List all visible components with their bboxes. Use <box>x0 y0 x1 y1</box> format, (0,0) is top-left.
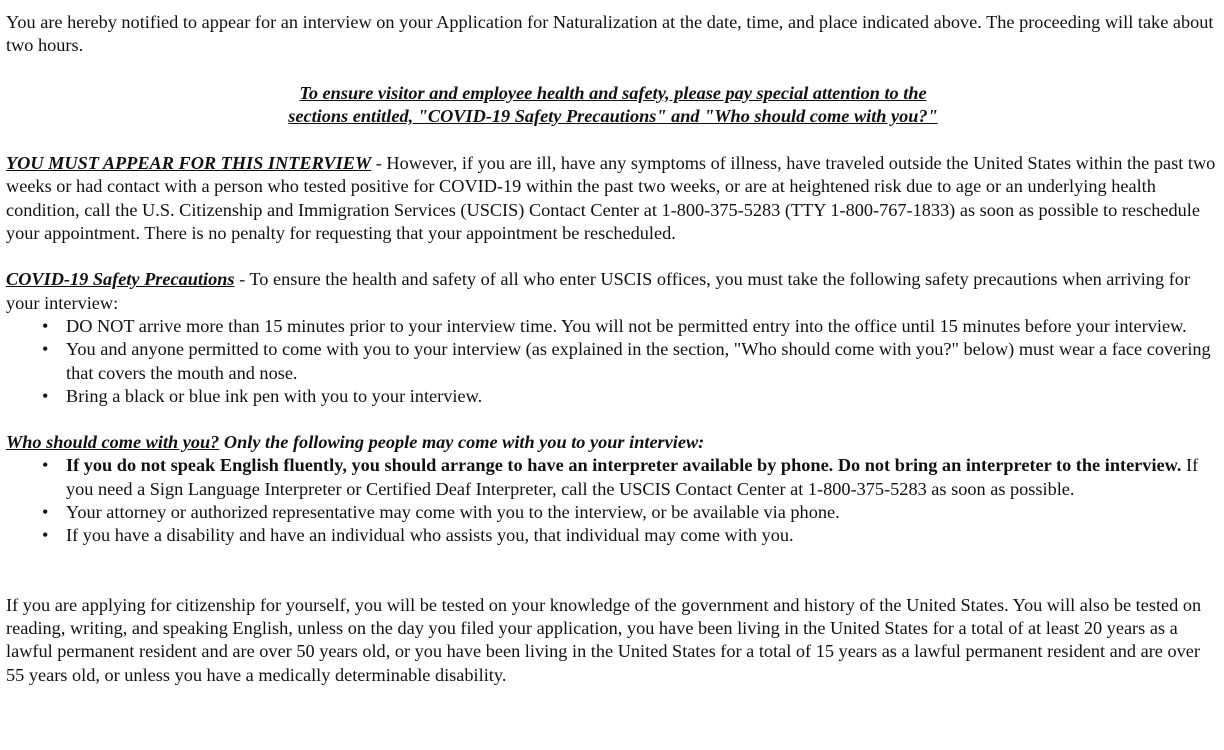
health-safety-callout <box>6 82 1220 129</box>
must-appear-section <box>6 152 1220 245</box>
list-item <box>66 524 1220 547</box>
list-item-text: If you have a disability and have an individual who assists you, that individual may come with you. <box>66 525 794 546</box>
callout-line-2: sections entitled, "COVID-19 Safety Precautions" and "Who should come with you?" <box>288 105 938 126</box>
must-appear-heading: YOU MUST APPEAR FOR THIS INTERVIEW <box>6 153 372 174</box>
list-item: • DO NOT arrive more than 15 minutes prior to your interview time. You will not be permitted entry into the office until 15 minutes before your interview. <box>66 315 1220 338</box>
list-item-text: If you need a Sign Language Interpreter or Certified Deaf Interpreter, call the USCIS Contact Center at 1-800-375-5283 as soon as possible. <box>66 455 1199 499</box>
section-spacer <box>6 548 1220 594</box>
who-heading: Who should come with you? <box>6 432 220 453</box>
list-item: • Bring a black or blue ink pen with you to your interview. <box>66 385 1220 408</box>
interview-notice-page <box>6 11 1220 687</box>
covid-precautions-section <box>6 268 1220 408</box>
interpreter-instruction-bold: If you do not speak English fluently, you should arrange to have an interpreter available by phone. Do not bring an interpreter to the interview. <box>66 455 1182 476</box>
must-appear-body: - However, if you are ill, have any symptoms of illness, have traveled outside the United States within the past two weeks or had contact with a person who tested positive for COVID-19 within the past two weeks, or are at heightened risk due to age or an underlying health condition, call the U.S. Citizenship and Immigration Services (USCIS) Contact Center at 1-800-375-5283 (TTY 1-800-767-1833) as soon as possible to reschedule your appointment. There is no penalty for requesting that your appointment be rescheduled. <box>6 153 1216 244</box>
who-intro <box>6 431 1220 454</box>
who-should-come-list <box>6 454 1220 547</box>
list-item: • You and anyone permitted to come with you to your interview (as explained in the section, "Who should come with you?" below) must wear a face covering that covers the mouth and nose. <box>66 338 1220 385</box>
covid-intro-text: - To ensure the health and safety of all who enter USCIS offices, you must take the following safety precautions when arriving for your interview: <box>6 269 1191 313</box>
covid-heading: COVID-19 Safety Precautions <box>6 269 235 290</box>
who-should-come-section <box>6 431 1220 547</box>
notice-paragraph: You are hereby notified to appear for an interview on your Application for Naturalization at the date, time, and place indicated above. The proceeding will take about two hours. <box>6 12 1214 56</box>
list-item <box>66 454 1220 501</box>
covid-intro <box>6 268 1220 315</box>
covid-precautions-list <box>6 315 1220 408</box>
testing-paragraph: If you are applying for citizenship for yourself, you will be tested on your knowledge of the government and history of the United States. You will also be tested on reading, writing, and speaking English, unless on the day you filed your application, you have been living in the United States for a total of at least 20 years as a lawful permanent resident and are over 50 years old, or you have been living in the United States for a total of 15 years as a lawful permanent resident and are over 55 years old, or unless you have a medically determinable disability. <box>6 594 1202 685</box>
who-subheading: Only the following people may come with you to your interview: <box>219 432 705 453</box>
list-item <box>66 501 1220 524</box>
list-item-text: Your attorney or authorized representative may come with you to the interview, or be available via phone. <box>66 502 840 523</box>
callout-line-1: To ensure visitor and employee health and safety, please pay special attention to the <box>299 82 927 103</box>
